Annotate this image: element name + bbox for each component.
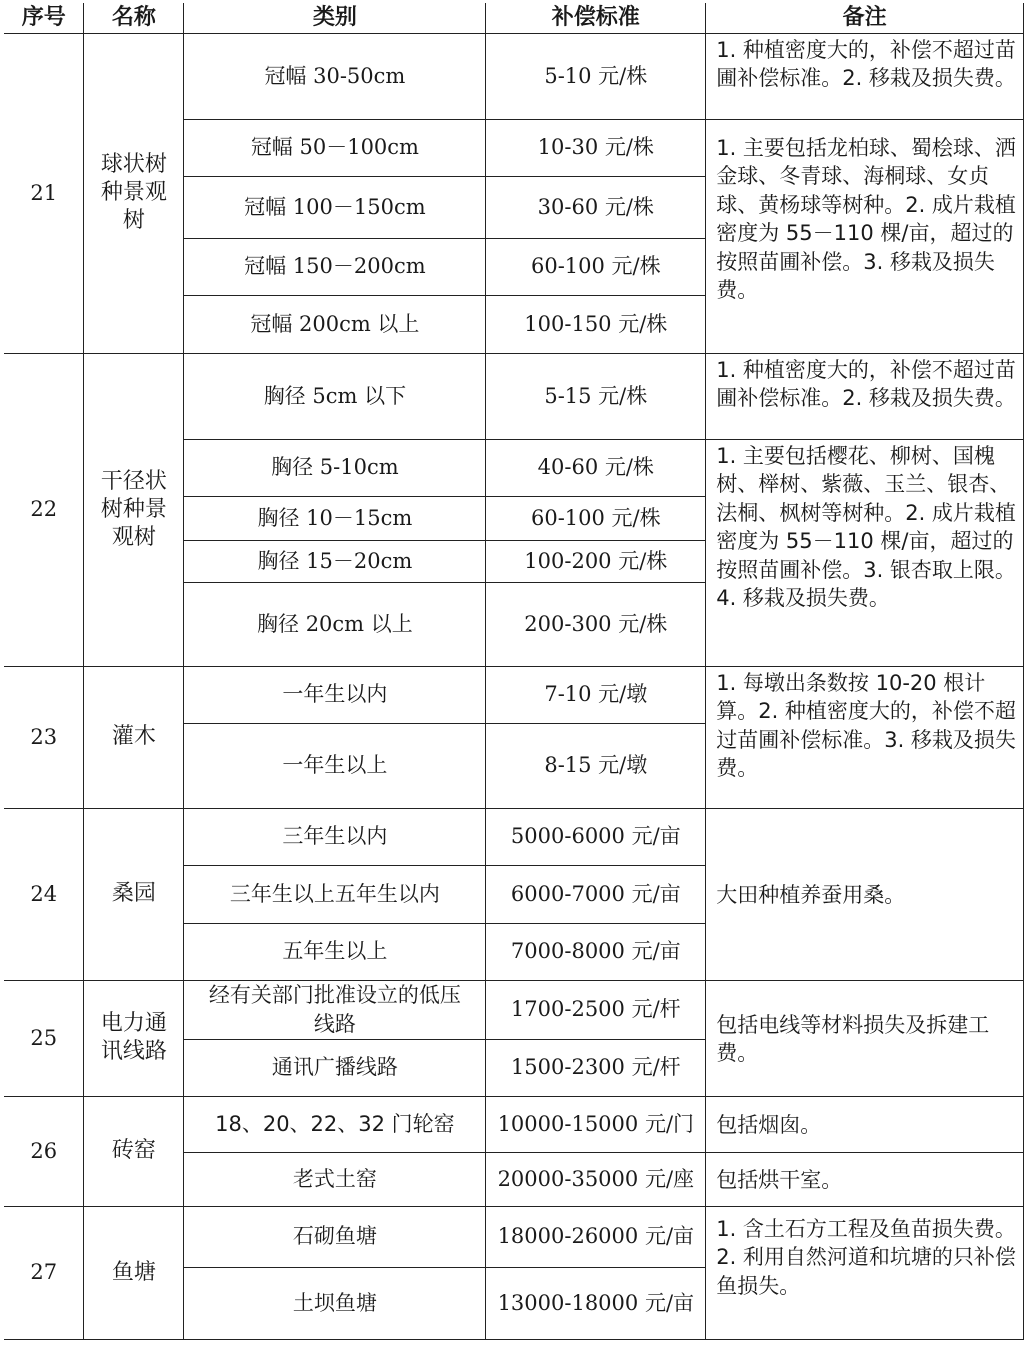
name-cell: [84, 980, 184, 1096]
remarks-cell: 1. 主要包括樱花、柳树、国槐树、榉树、紫薇、玉兰、银杏、法桐、枫树等树种。2. 成片栽植密度为 55－110 棵/亩，超过的按照苗圃补偿。3. 银杏取上限。4. 移栽及损失费。: [706, 439, 1024, 666]
standard-cell: 10000-15000 元/门: [486, 1096, 706, 1152]
header-row: [4, 3, 1024, 33]
category-cell: 石砌鱼塘: [184, 1206, 486, 1267]
category-text: 经有关部门批准设立的低压线路: [208, 982, 461, 1036]
header-seq: 序号: [4, 3, 84, 33]
seq-cell: 26: [4, 1096, 84, 1206]
table-row: [4, 666, 1024, 723]
standard-cell: 30-60 元/株: [486, 176, 706, 238]
standard-cell: 60-100 元/株: [486, 496, 706, 540]
seq-cell: 24: [4, 808, 84, 980]
category-cell: 冠幅 50－100cm: [184, 119, 486, 176]
name-cell: 砖窑: [84, 1096, 184, 1206]
category-cell: 胸径 5-10cm: [184, 439, 486, 496]
name-cell: 桑园: [84, 808, 184, 980]
category-cell: 一年生以上: [184, 723, 486, 808]
name-cell: 鱼塘: [84, 1206, 184, 1339]
standard-cell: 100-200 元/株: [486, 540, 706, 582]
table-row: [4, 33, 1024, 119]
standard-cell: 40-60 元/株: [486, 439, 706, 496]
category-cell: 胸径 20cm 以上: [184, 582, 486, 666]
table-row: [4, 1096, 1024, 1152]
category-cell: 通讯广播线路: [184, 1039, 486, 1096]
category-cell: 五年生以上: [184, 923, 486, 980]
name-cell: [84, 33, 184, 353]
header-remarks: 备注: [706, 3, 1024, 33]
standard-cell: 7000-8000 元/亩: [486, 923, 706, 980]
seq-cell: 27: [4, 1206, 84, 1339]
standard-cell: 10-30 元/株: [486, 119, 706, 176]
category-cell: 老式土窑: [184, 1152, 486, 1206]
category-cell: 冠幅 100－150cm: [184, 176, 486, 238]
seq-cell: 21: [4, 33, 84, 353]
remarks-cell: 大田种植养蚕用桑。: [706, 808, 1024, 980]
category-cell: 三年生以上五年生以内: [184, 865, 486, 923]
table-row: [4, 808, 1024, 865]
category-cell: 冠幅 200cm 以上: [184, 295, 486, 353]
header-name: 名称: [84, 3, 184, 33]
remarks-cell: 包括烘干室。: [706, 1152, 1024, 1206]
table-row: [4, 980, 1024, 1039]
seq-cell: 22: [4, 353, 84, 666]
name-text: 电力通讯线路: [100, 1011, 167, 1064]
standard-cell: 5000-6000 元/亩: [486, 808, 706, 865]
category-cell: 土坝鱼塘: [184, 1267, 486, 1339]
category-cell: [184, 980, 486, 1039]
standard-cell: 200-300 元/株: [486, 582, 706, 666]
table-row: [4, 1206, 1024, 1267]
category-cell: 胸径 10－15cm: [184, 496, 486, 540]
name-text: 球状树种景观树: [100, 152, 167, 233]
standard-cell: 5-15 元/株: [486, 353, 706, 439]
header-standard: 补偿标准: [486, 3, 706, 33]
category-cell: 冠幅 150－200cm: [184, 238, 486, 295]
remarks-cell: 1. 含土石方工程及鱼苗损失费。2. 利用自然河道和坑塘的只补偿鱼损失。: [706, 1206, 1024, 1339]
standard-cell: 1700-2500 元/杆: [486, 980, 706, 1039]
seq-cell: 25: [4, 980, 84, 1096]
standard-cell: 18000-26000 元/亩: [486, 1206, 706, 1267]
remarks-cell: 包括电线等材料损失及拆建工费。: [706, 980, 1024, 1096]
standard-cell: 6000-7000 元/亩: [486, 865, 706, 923]
standard-cell: 20000-35000 元/座: [486, 1152, 706, 1206]
standard-cell: 60-100 元/株: [486, 238, 706, 295]
category-cell: 胸径 15－20cm: [184, 540, 486, 582]
table-row: [4, 353, 1024, 439]
remarks-cell: 1. 种植密度大的，补偿不超过苗圃补偿标准。2. 移栽及损失费。: [706, 33, 1024, 119]
name-text: 干径状树种景观树: [100, 468, 167, 550]
header-category: 类别: [184, 3, 486, 33]
remarks-cell: 包括烟囱。: [706, 1096, 1024, 1152]
remarks-cell: 1. 每墩出条数按 10-20 根计算。2. 种植密度大的，补偿不超过苗圃补偿标准。3. 移栽及损失费。: [706, 666, 1024, 808]
standard-cell: 8-15 元/墩: [486, 723, 706, 808]
seq-cell: 23: [4, 666, 84, 808]
standard-cell: 7-10 元/墩: [486, 666, 706, 723]
remarks-cell: 1. 主要包括龙柏球、蜀桧球、洒金球、冬青球、海桐球、女贞球、黄杨球等树种。2. 成片栽植密度为 55－110 棵/亩，超过的按照苗圃补偿。3. 移栽及损失费。: [706, 119, 1024, 353]
category-cell: 18、20、22、32 门轮窑: [184, 1096, 486, 1152]
category-cell: 三年生以内: [184, 808, 486, 865]
standard-cell: 1500-2300 元/杆: [486, 1039, 706, 1096]
category-cell: 冠幅 30-50cm: [184, 33, 486, 119]
compensation-table: [4, 3, 1024, 1340]
category-cell: 胸径 5cm 以下: [184, 353, 486, 439]
remarks-cell: 1. 种植密度大的，补偿不超过苗圃补偿标准。2. 移栽及损失费。: [706, 353, 1024, 439]
category-cell: 一年生以内: [184, 666, 486, 723]
standard-cell: 100-150 元/株: [486, 295, 706, 353]
name-cell: 灌木: [84, 666, 184, 808]
standard-cell: 5-10 元/株: [486, 33, 706, 119]
name-cell: [84, 353, 184, 666]
standard-cell: 13000-18000 元/亩: [486, 1267, 706, 1339]
